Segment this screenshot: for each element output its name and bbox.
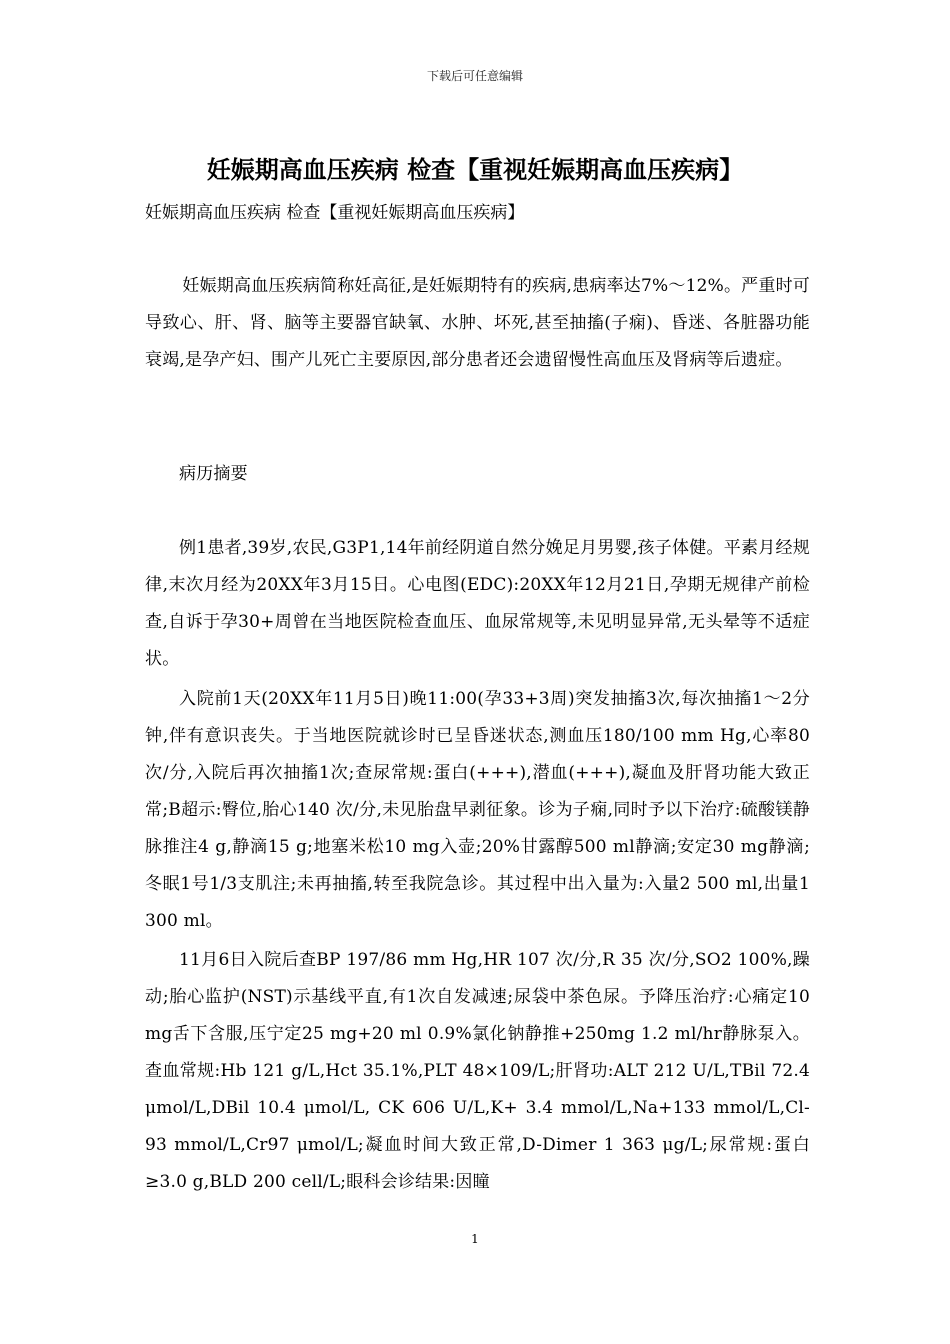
header-note: 下载后可任意编辑 (426, 69, 523, 83)
document-title: 妊娠期高血压疾病 检查【重视妊娠期高血压疾病】 (206, 155, 744, 184)
document-subtitle: 妊娠期高血压疾病 检查【重视妊娠期高血压疾病】 (145, 203, 525, 223)
section-heading: 病历摘要 (179, 464, 248, 484)
intro-paragraph: 妊娠期高血压疾病简称妊高征,是妊娠期特有的疾病,患病率达7%～12%。严重时可导致心、肝、肾、脑等主要器官缺氧、水肿、坏死,甚至抽搐(子痫)、昏迷、各脏器功能衰竭,是孕产妇、围产儿死亡主要原因,部分患者还会遗留慢性高血压及肾病等后遗症。 (145, 276, 810, 370)
admission-paragraph: 入院前1天(20XX年11月5日)晚11:00(孕33+3周)突发抽搐3次,每次抽搐1～2分钟,伴有意识丧失。于当地医院就诊时已呈昏迷状态,测血压180/100 mm Hg,心率80 次/分,入院后再次抽搐1次;查尿常规:蛋白(+++),潜血(+++),凝血及肝肾功能大致正常;B超示:臀位,胎心140 次/分,未见胎盘早剥征象。诊为子痫,同时予以下治疗:硫酸镁静脉推注4 g,静滴15 g;地塞米松10 mg入壶;20%甘露醇500 ml静滴;安定30 mg静滴;冬眠1号1/3支肌注;未再抽搐,转至我院急诊。其过程中出入量为:入量2 500 ml,出量1 300 ml。 (145, 689, 810, 931)
followup-paragraph: 11月6日入院后查BP 197/86 mm Hg,HR 107 次/分,R 35 次/分,SO2 100%,躁动;胎心监护(NST)示基线平直,有1次自发减速;尿袋中茶色尿。予降压治疗:心痛定10 mg舌下含服,压宁定25 mg+20 ml 0.9%氯化钠静推+250mg 1.2 ml/hr静脉泵入。查血常规:Hb 121 g/L,Hct 35.1%,PLT 48×109/L;肝肾功:ALT 212 U/L,TBil 72.4 μmol/L,DBil 10.4 μmol/L, CK 606 U/L,K+ 3.4 mmol/L,Na+133 mmol/L,Cl-93 mmol/L,Cr97 μmol/L;凝血时间大致正常,D-Dimer 1 363 μg/L;尿常规:蛋白≥3.0 g,BLD 200 cell/L;眼科会诊结果:因瞳 (145, 950, 810, 1192)
case-paragraph: 例1患者,39岁,农民,G3P1,14年前经阴道自然分娩足月男婴,孩子体健。平素月经规律,末次月经为20XX年3月15日。心电图(EDC):20XX年12月21日,孕期无规律产前检查,自诉于孕30+周曾在当地医院检查血压、血尿常规等,未见明显异常,无头晕等不适症状。 (145, 538, 810, 669)
page-number: 1 (471, 1232, 479, 1246)
